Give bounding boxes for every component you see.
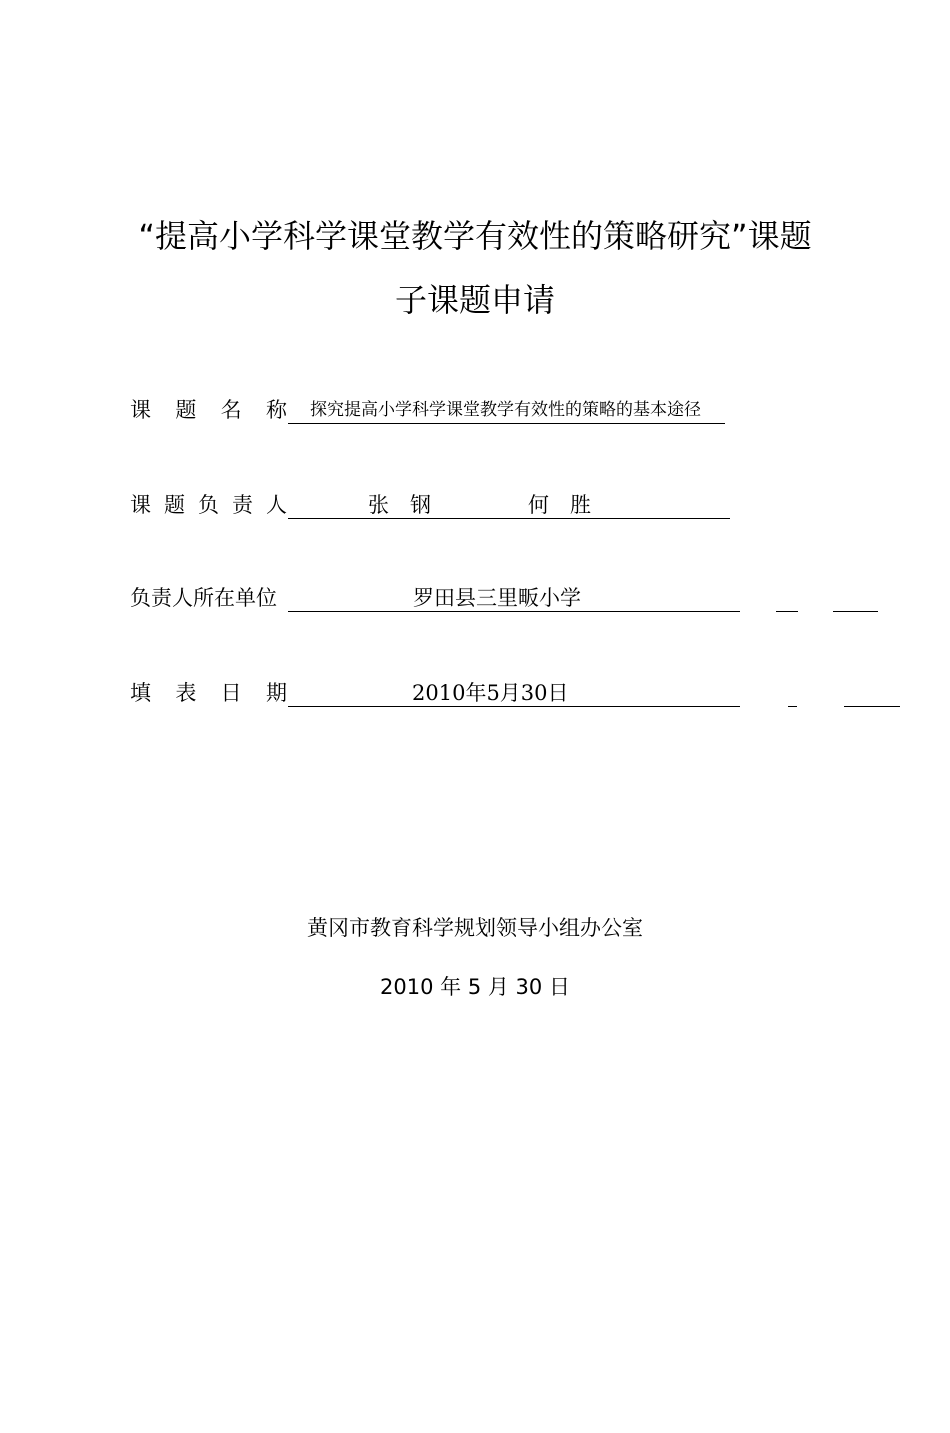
leader-label-char: 课 xyxy=(130,493,151,517)
topic-label-char: 称 xyxy=(265,398,287,422)
unit-label: 负责人所在单位 xyxy=(130,586,277,610)
document-title-line-2: 子课题申请 xyxy=(394,281,555,319)
issue-date: 2010 年 5 月 30 日 xyxy=(380,975,570,999)
topic-label-char: 课 xyxy=(130,398,151,422)
topic-value: 探究提高小学科学课堂教学有效性的策略的基本途径 xyxy=(310,400,701,420)
topic-label xyxy=(130,396,287,424)
date-label-char: 期 xyxy=(265,681,287,705)
date-label-char: 日 xyxy=(220,681,242,705)
unit-extra-underline-2 xyxy=(833,584,878,612)
leader-label-char: 题 xyxy=(164,493,185,517)
leader-name-2: 何 胜 xyxy=(528,493,591,517)
leader-name-1: 张 钢 xyxy=(368,493,431,517)
date-label-char: 填 xyxy=(130,681,151,705)
leader-underline xyxy=(288,491,730,519)
date-label-char: 表 xyxy=(175,681,197,705)
leader-label xyxy=(130,491,287,519)
document-title-line-1: “提高小学科学课堂教学有效性的策略研究”课题 xyxy=(138,217,812,255)
unit-value: 罗田县三里畈小学 xyxy=(413,586,581,610)
unit-extra-underline-1 xyxy=(776,584,798,612)
leader-label-char: 责 xyxy=(232,493,253,517)
issuing-office: 黄冈市教育科学规划领导小组办公室 xyxy=(307,916,643,940)
leader-label-char: 人 xyxy=(266,493,287,517)
topic-label-char: 名 xyxy=(220,398,242,422)
date-extra-underline-2 xyxy=(844,679,900,707)
date-extra-underline-1 xyxy=(788,679,797,707)
date-value: 2010年5月30日 xyxy=(412,681,569,705)
date-label xyxy=(130,679,287,707)
leader-label-char: 负 xyxy=(198,493,219,517)
topic-label-char: 题 xyxy=(175,398,197,422)
